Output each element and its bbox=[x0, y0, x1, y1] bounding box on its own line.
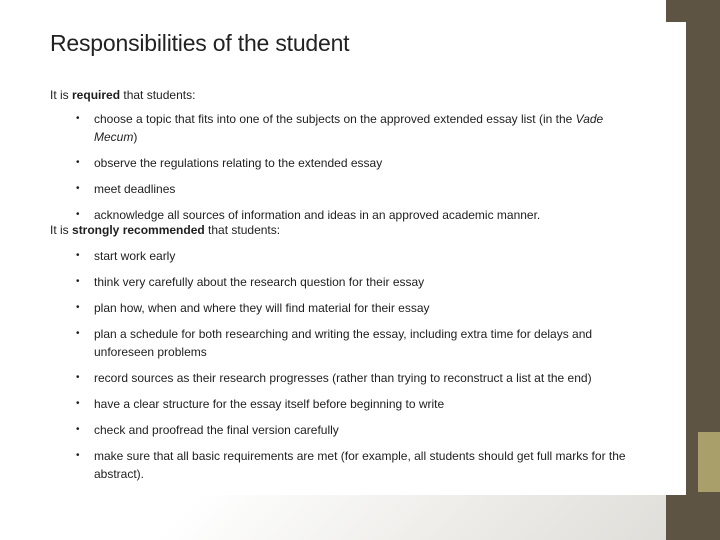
recommended-intro-suffix: that students: bbox=[204, 223, 281, 237]
list-item-text-after: ) bbox=[133, 130, 138, 144]
bullet-icon: • bbox=[76, 209, 80, 220]
required-list bbox=[28, 110, 628, 232]
list-item-text: plan a schedule for both researching and writing the essay, including extra time for delays and unforeseen problems bbox=[94, 327, 593, 359]
list-item-text: meet deadlines bbox=[94, 182, 176, 196]
list-item-text: check and proofread the final version carefully bbox=[94, 423, 339, 437]
list-item bbox=[28, 325, 628, 361]
recommended-list bbox=[28, 247, 628, 491]
bullet-icon: • bbox=[76, 302, 80, 313]
list-item bbox=[28, 447, 628, 483]
bullet-icon: • bbox=[76, 328, 80, 339]
required-intro-prefix: It is bbox=[50, 88, 73, 102]
bullet-icon: • bbox=[76, 113, 80, 124]
list-item bbox=[28, 395, 628, 413]
decorative-accent-block bbox=[698, 432, 720, 492]
recommended-intro bbox=[50, 222, 280, 238]
list-item-text: plan how, when and where they will find material for their essay bbox=[94, 301, 430, 315]
bullet-icon: • bbox=[76, 276, 80, 287]
recommended-intro-emphasis: strongly recommended bbox=[72, 223, 205, 237]
list-item-text: make sure that all basic requirements are met (for example, all students should get full marks for the abstract). bbox=[94, 449, 626, 481]
list-item bbox=[28, 421, 628, 439]
required-intro-emphasis: required bbox=[72, 88, 121, 102]
list-item bbox=[28, 369, 628, 387]
list-item-text: think very carefully about the research question for their essay bbox=[94, 275, 425, 289]
list-item-text: have a clear structure for the essay itself before beginning to write bbox=[94, 397, 445, 411]
list-item bbox=[28, 110, 628, 146]
list-item-text: start work early bbox=[94, 249, 176, 263]
list-item-italic: Vade Mecum bbox=[94, 112, 604, 144]
bullet-icon: • bbox=[76, 250, 80, 261]
bullet-icon: • bbox=[76, 372, 80, 383]
slide-title: Responsibilities of the student bbox=[50, 30, 350, 56]
list-item-text: record sources as their research progresses (rather than trying to reconstruct a list at the end) bbox=[94, 371, 592, 385]
required-intro-suffix: that students: bbox=[120, 88, 196, 102]
list-item bbox=[28, 273, 628, 291]
list-item bbox=[28, 180, 628, 198]
list-item-text: choose a topic that fits into one of the subjects on the approved extended essay list (in the bbox=[94, 112, 576, 126]
bullet-icon: • bbox=[76, 424, 80, 435]
list-item bbox=[28, 154, 628, 172]
required-intro bbox=[50, 87, 195, 103]
list-item bbox=[28, 247, 628, 265]
slide-content bbox=[28, 22, 686, 495]
recommended-intro-prefix: It is bbox=[50, 223, 73, 237]
list-item bbox=[28, 299, 628, 317]
list-item-text: observe the regulations relating to the extended essay bbox=[94, 156, 383, 170]
list-item-text: acknowledge all sources of information and ideas in an approved academic manner. bbox=[94, 208, 541, 222]
bullet-icon: • bbox=[76, 450, 80, 461]
bullet-icon: • bbox=[76, 183, 80, 194]
bullet-icon: • bbox=[76, 157, 80, 168]
bullet-icon: • bbox=[76, 398, 80, 409]
